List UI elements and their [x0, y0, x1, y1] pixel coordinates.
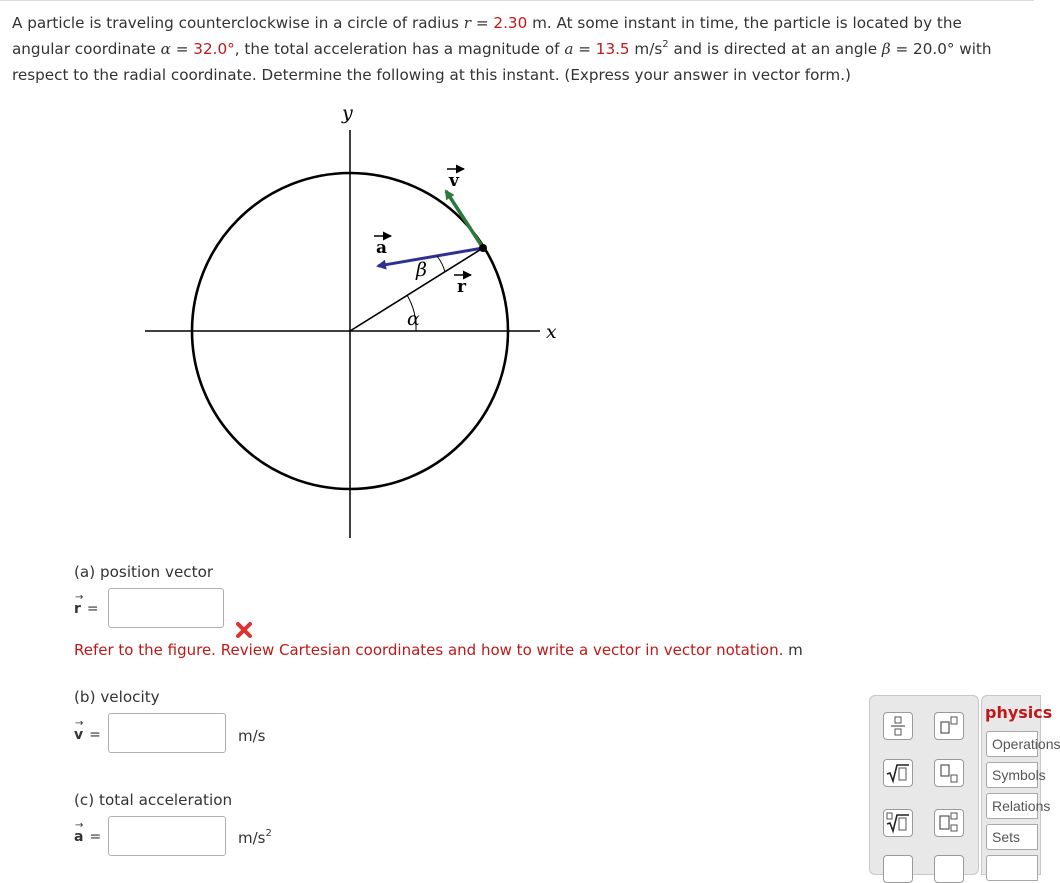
category-symbols[interactable]: Symbols — [986, 762, 1038, 788]
incorrect-x-icon — [234, 620, 254, 640]
exponent-icon — [935, 713, 963, 739]
radius-value: 2.30 — [493, 14, 528, 32]
category-relations[interactable]: Relations — [986, 793, 1038, 819]
vector-arrow-icon: → — [75, 592, 84, 603]
problem-text: A particle is traveling counterclockwise in a circle of radius — [12, 14, 464, 32]
r-vector-symbol: r — [74, 601, 81, 617]
equals-sign: = — [86, 601, 99, 617]
equals-sign: = — [89, 727, 101, 743]
a-label: a — [376, 238, 388, 258]
feedback-unit: m — [788, 641, 803, 659]
a-vector-symbol: a — [74, 829, 84, 845]
sub-superscript-icon — [935, 810, 963, 836]
problem-text: = — [170, 40, 194, 58]
position-answer-input[interactable] — [108, 588, 224, 628]
feedback-message — [74, 641, 803, 659]
problem-statement — [12, 10, 1034, 88]
acceleration-answer-input[interactable] — [108, 816, 226, 856]
part-c-label: (c) total acceleration — [74, 791, 233, 809]
fraction-icon — [884, 713, 912, 739]
category-sets[interactable]: Sets — [986, 824, 1038, 850]
beta-variable: β — [881, 40, 891, 58]
fraction-button[interactable] — [883, 712, 913, 740]
nth-root-icon — [884, 810, 912, 836]
subscript-icon — [935, 760, 963, 786]
velocity-vector-v — [446, 191, 483, 248]
vector-arrow-icon: → — [75, 718, 84, 729]
palette-button-partial[interactable] — [883, 855, 913, 883]
beta-label: β — [416, 259, 427, 281]
problem-text: = 20.0° with — [890, 40, 992, 58]
vector-arrow-icon: → — [75, 820, 84, 831]
problem-text: = — [573, 40, 596, 58]
acceleration-unit-text: m/s — [238, 829, 266, 847]
problem-text: m/s — [629, 40, 663, 58]
r-label: r — [457, 277, 466, 297]
v-label: v — [449, 171, 459, 191]
nth-root-button[interactable] — [883, 809, 913, 837]
square-root-icon — [884, 760, 912, 786]
problem-line-2 — [12, 36, 1034, 62]
problem-text: m. At some instant in time, the particle is located by the — [527, 14, 962, 32]
particle — [479, 244, 487, 252]
y-axis-label: y — [342, 102, 353, 124]
unit-superscript: 2 — [662, 38, 669, 50]
part-b-label: (b) velocity — [74, 688, 160, 706]
feedback-text: Refer to the figure. Review Cartesian coordinates and how to write a vector in vector notation. — [74, 641, 784, 659]
alpha-variable: α — [160, 40, 171, 58]
velocity-unit: m/s — [238, 727, 266, 745]
v-vector-symbol: v — [74, 727, 84, 743]
a-vector-label — [74, 820, 104, 845]
top-divider — [0, 0, 1034, 1]
acceleration-value: 13.5 — [595, 40, 630, 58]
problem-text: angular coordinate — [12, 40, 161, 58]
problem-line-1 — [12, 10, 1034, 36]
unit-superscript: 2 — [265, 828, 272, 839]
alpha-label: α — [407, 308, 420, 330]
exponent-button[interactable] — [934, 712, 964, 740]
part-a-label: (a) position vector — [74, 563, 214, 581]
physics-tab-title[interactable]: physics — [985, 703, 1053, 722]
radius-variable: r — [463, 14, 472, 32]
category-more-partial[interactable] — [986, 855, 1038, 881]
problem-text: = — [471, 14, 494, 32]
subscript-button[interactable] — [934, 759, 964, 787]
equals-sign: = — [89, 829, 102, 845]
acceleration-unit — [238, 829, 272, 847]
square-root-button[interactable] — [883, 759, 913, 787]
x-axis-label: x — [546, 321, 557, 343]
problem-text: and is directed at an angle — [668, 40, 882, 58]
problem-line-3 — [12, 62, 1034, 88]
r-vector-label — [74, 592, 104, 617]
beta-arc — [437, 256, 445, 272]
v-vector-label — [74, 718, 104, 743]
circle-figure — [140, 100, 590, 550]
alpha-value: 32.0° — [193, 40, 235, 58]
acceleration-variable: a — [564, 40, 574, 58]
palette-button-partial[interactable] — [934, 855, 964, 883]
category-operations[interactable]: Operations — [986, 731, 1038, 757]
problem-text: respect to the radial coordinate. Determine the following at this instant. (Express your answer in vector form.) — [12, 66, 851, 84]
problem-text: , the total acceleration has a magnitude of — [234, 40, 565, 58]
sub-superscript-button[interactable] — [934, 809, 964, 837]
velocity-answer-input[interactable] — [108, 713, 226, 753]
